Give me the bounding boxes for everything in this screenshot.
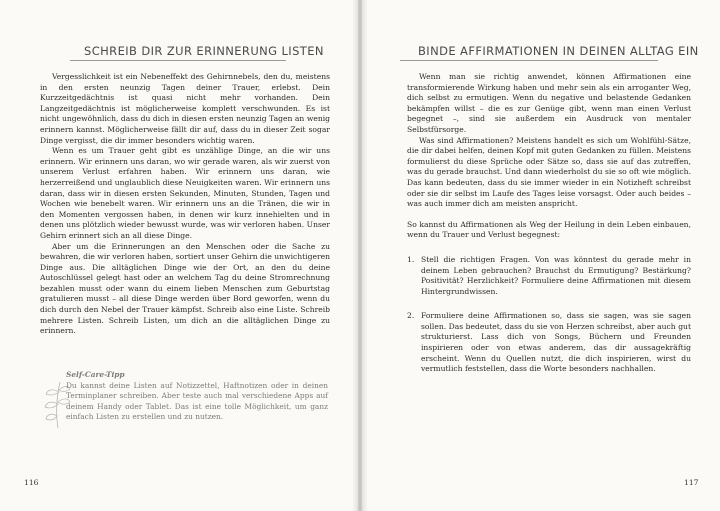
list-item — [407, 255, 691, 297]
right-intro: So kannst du Affirmationen als Weg der Heilung in dein Leben einbauen, wenn du Trauer und Verlust begegnest: — [407, 219, 691, 240]
list-item-text: Formuliere deine Affirmationen so, dass sie sagen, was sie sagen sollen. Das bedeutet, dass du sie von Herzen schreibst, aber auch gut strukturierst. Lass dich von Songs, Büchern und Freunden inspirieren oder von etwas anderem, das dir aussagekräftig erscheint. Wenn du Quellen nutzt, die dich inspirieren, wirst du vermutlich feststellen, dass die Worte besonders nachhallen. — [421, 311, 691, 374]
left-paragraph-2: Wenn es um Trauer geht gibt es unzählige Dinge, an die wir uns erinnern. Wir erinnern uns daran, wo wir gerade waren, als wir zuerst von unserem Verlust erfahren haben. Wir erinnern uns daran, wie herzerreißend und unglaublich diese Neuigkeiten waren. Wir erinnern uns daran, dass wir in diesen ersten Sekunden, Minuten, Stunden, Tagen und Wochen wie benebelt waren. Wir erinnern uns an die Tränen, die wir in den Momenten vergossen haben, in denen wir kurz innehielten und in denen uns plötzlich wieder bewusst wurde, was wir verloren haben. Unser Gehirn erinnert sich an all diese Dinge. — [40, 146, 330, 240]
page-number-right: 117 — [684, 478, 699, 487]
list-item-number: 1. — [407, 254, 415, 264]
right-paragraph-1: Wenn man sie richtig anwendet, können Affirmationen eine transformierende Wirkung haben und mehr sein als ein arroganter Weg, dich selbst zu ermutigen. Wenn du negative und belastende Gedanken bekämpfen willst – die es zur Genüge gibt, wenn man einen Verlust begegnet –, sind sie außerdem ein Ausdruck von mentaler Selbstfürsorge. — [407, 72, 691, 134]
right-paragraph-2: Was sind Affirmationen? Meistens handelt es sich um Wohlfühl-Sätze, die dir dabei helfen, deinen Kopf mit guten Gedanken zu füllen. Meistens formulierst du diese Sprüche oder Sätze so, dass sie auf das zutreffen, was du gerade brauchst. Und dann wiederholst du sie so oft wie möglich. Das kann bedeuten, dass du sie immer wieder in ein Notizheft schreibst oder sie dir selbst im Laufe des Tages leise vorsagst. Oder auch beides – was auch immer dich am meisten anspricht. — [407, 135, 691, 209]
left-page-heading: SCHREIB DIR ZUR ERINNERUNG LISTEN — [84, 44, 324, 58]
left-heading-rule — [70, 60, 286, 61]
right-page-heading: BINDE AFFIRMATIONEN IN DEINEN ALLTAG EIN — [418, 44, 699, 58]
self-care-tip-box — [40, 370, 330, 432]
left-paragraph-1: Vergesslichkeit ist ein Nebeneffekt des Gehirnnebels, den du, meistens in den ersten neunzig Tagen deiner Trauer, erlebst. Dein Kurzzeitgedächtnis ist quasi nicht mehr vorhanden. Dein Langzeitgedächtnis ist möglicherweise komplett verschwunden. Es ist nicht ungewöhnlich, dass du dich in diesen ersten neunzig Tagen an wenig erinnern kannst. Möglicherweise fällt dir auf, dass du in dieser Zeit sogar Dinge vergisst, die dir immer besonders wichtig waren. — [40, 72, 330, 145]
list-item — [407, 311, 691, 375]
right-body-text — [407, 72, 691, 389]
list-item-text: Stell die richtigen Fragen. Von was könntest du gerade mehr in deinem Leben gebrauchen? Brauchst du Ermutigung? Bestärkung? Positivität? Herzlichkeit? Formuliere deine Affirmationen mit diesem Hintergrundwissen. — [421, 254, 691, 296]
left-body-text — [40, 72, 330, 337]
page-number-left: 116 — [24, 478, 39, 487]
tip-text: Du kannst deine Listen auf Notizzettel, Haftnotizen oder in deinen Terminplaner schreiben. Aber teste auch mal verschiedene Apps auf deinem Handy oder Tablet. Das ist eine tolle Möglichkeit, um ganz einfach Listen zu erstellen und zu nutzen. — [66, 381, 328, 422]
affirmation-list — [407, 255, 691, 375]
right-page — [362, 0, 720, 511]
left-paragraph-3: Aber um die Erinnerungen an den Menschen oder die Sache zu bewahren, die wir verloren haben, sortiert unser Gehirn die unwichtigeren Dinge aus. Die alltäglichen Dinge wie der Ort, an den du deine Autoschlüssel gelegt hast oder an welchem Tag du deine Stromrechnung bezahlen musst oder wann du einem lieben Menschen zum Geburtstag gratulieren musst – all diese Dinge werden über Bord geworfen, wenn du dich durch den Nebel der Trauer kämpfst. Schreib also eine Liste. Schreib mehrere Listen. Schreib Listen, um dich an die alltäglichen Dinge zu erinnern. — [40, 241, 330, 336]
book-gutter — [352, 0, 368, 511]
right-heading-rule — [400, 60, 658, 61]
list-item-number: 2. — [407, 311, 415, 321]
tip-title: Self-Care-Tipp — [66, 370, 125, 379]
left-page — [0, 0, 358, 511]
